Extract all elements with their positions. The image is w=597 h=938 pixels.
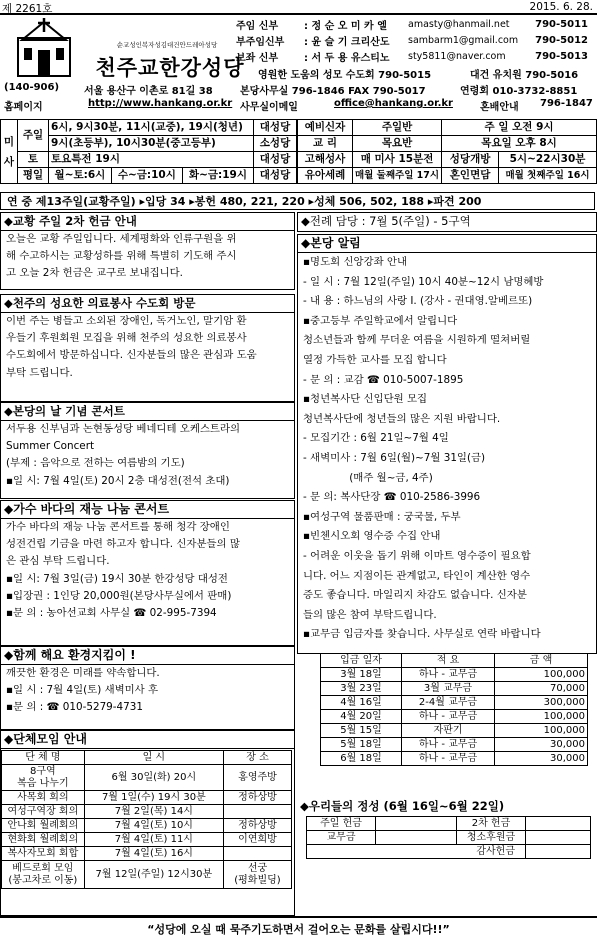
- deposit-date: 3월 23일: [321, 682, 402, 696]
- meeting-name: 여성구역장 회의: [2, 805, 85, 819]
- sacrament-cell: 유아세례: [298, 168, 353, 184]
- clergy-row: [234, 32, 590, 48]
- text-line: ▪교무금 입금자를 찾습니다. 사무실로 연락 바랍니다: [303, 628, 541, 641]
- footer-rule: [0, 916, 597, 918]
- sacrament-cell: 매월 둘째주일 17시: [353, 168, 442, 184]
- meeting-name: 현화회 월례회의: [2, 833, 85, 847]
- text-line: ▪중고등부 주일학교에서 알립니다: [303, 314, 458, 327]
- text-line: 가수 바다의 재능 나눔 콘서트를 통해 청각 장애인: [6, 521, 230, 533]
- weekday-place: 대성당: [254, 168, 297, 184]
- text-line: ▪일 시: 7월 4일(토) 20시 2층 대성전(전석 초대): [6, 474, 230, 487]
- office-email-link[interactable]: office@hankang.or.kr: [334, 98, 453, 109]
- meetings-table: [1, 750, 292, 889]
- sacrament-cell: 목요일 오후 8시: [442, 136, 597, 152]
- text-line: (부제 : 음악으로 전하는 여름밤의 기도): [6, 457, 185, 470]
- clergy-name: : 서 두 용 유스티노: [304, 52, 390, 64]
- clergy-name: : 윤 슬 기 크리산도: [304, 36, 390, 48]
- deposit-row: [321, 710, 588, 724]
- clergy-role: 주임 신부: [236, 20, 279, 32]
- deposit-amount: 30,000: [495, 738, 588, 752]
- liturgy-readings: 연 중 제13주일(교황주일) ▸입당 34 ▸봉헌 480, 221, 220 ▸성체 506, 502, 188 ▸파견 200: [0, 192, 595, 210]
- section-title: ◆가수 바다의 재능 나눔 콘서트: [1, 501, 294, 519]
- meetings-row: [2, 819, 292, 833]
- deposit-desc: 하나 - 교무금: [402, 668, 495, 682]
- meetings-row: [2, 847, 292, 861]
- deposit-row: [321, 724, 588, 738]
- section-title: ◆본당의 날 기념 콘서트: [1, 403, 294, 421]
- offering-label: 감사헌금: [307, 845, 526, 859]
- text-line: ▪일 시: 7월 3일(금) 19시 30분 한강성당 대성전: [6, 572, 228, 585]
- meetings-header-cell: 단 체 명: [2, 751, 85, 765]
- clergy-contacts: [234, 16, 594, 64]
- meetings-row: [2, 791, 292, 805]
- text-line: - 문 의: 복사단장 ☎ 010-2586-3996: [303, 491, 481, 504]
- text-line: - 내 용 : 하느님의 사랑 I. (강사 - 권대영.알베르또): [303, 295, 533, 308]
- mass-schedule: [0, 119, 297, 184]
- deposits-header-cell: 입금 일자: [321, 654, 402, 668]
- deposit-amount: 70,000: [495, 682, 588, 696]
- meeting-time: 7월 4일(토) 16시: [84, 847, 223, 861]
- text-line: ▪명도회 신앙강좌 안내: [303, 256, 407, 268]
- clergy-email[interactable]: sambarm1@gmail.com: [408, 34, 519, 46]
- sacrament-cell: 목요반: [353, 136, 442, 152]
- meeting-place: 홍영주방: [223, 765, 291, 791]
- marriage-phone: 796-1847: [540, 98, 593, 109]
- counsel-phone: 연령회 010-3732-8851: [460, 86, 578, 97]
- section-bada-concert: [0, 500, 295, 646]
- mass-side-1: 미: [3, 135, 15, 148]
- text-line: 은 관심 부탁 드립니다.: [6, 555, 110, 568]
- offering-label: 교무금: [307, 831, 376, 845]
- sacrament-table: [297, 119, 597, 184]
- mass-row: [1, 168, 297, 184]
- text-line: 들의 많은 참여 부탁드립니다.: [303, 608, 437, 621]
- offering-value: [526, 845, 591, 859]
- meetings-row: [2, 861, 292, 889]
- text-line: 서두용 신부님과 논현동성당 베네디테 오케스트라의: [6, 423, 241, 435]
- offering-label: 청소후원금: [457, 831, 526, 845]
- section-concert: [0, 402, 295, 499]
- meetings-row: [2, 833, 292, 847]
- deposit-amount: 30,000: [495, 752, 588, 766]
- meeting-time: 7월 2일(목) 14시: [84, 805, 223, 819]
- text-line: ▪입장권 : 1인당 20,000원(본당사무실에서 판매): [6, 589, 232, 602]
- deposit-row: [321, 668, 588, 682]
- issue-date: 2015. 6. 28.: [529, 1, 593, 13]
- meetings-header-cell: 일 시: [84, 751, 223, 765]
- section-body: [1, 665, 294, 717]
- meeting-name: 안나회 월례회의: [2, 819, 85, 833]
- section-parish-notices: [297, 234, 597, 654]
- text-line: ▪문 의 : 농아선교회 사무실 ☎ 02-995-7394: [6, 607, 217, 620]
- deposits-header-cell: 금 액: [495, 654, 588, 668]
- homepage-link[interactable]: http://www.hankang.or.kr: [88, 98, 233, 109]
- mass-table: [0, 119, 297, 184]
- text-line: 고 오늘 2차 헌금은 교구로 보내집니다.: [6, 267, 183, 280]
- weekday-label: 평일: [18, 168, 49, 184]
- text-line: 이번 주는 병들고 소외된 장애인, 독거노인, 말기암 환: [6, 315, 247, 327]
- mass-side-2: 사: [3, 155, 15, 168]
- text-line: - 새벽미사 : 7월 6일(월)~7월 31일(금): [303, 451, 486, 464]
- offering-row: [307, 817, 591, 831]
- sacrament-cell: 성당개방: [442, 152, 499, 168]
- kindergarten-info: 대건 유치원 790-5016: [470, 70, 579, 81]
- convent-info: 영원한 도움의 성모 수도회 790-5015: [258, 70, 432, 81]
- meeting-place: [223, 805, 291, 819]
- sacrament-cell: 매월 첫째주일 16시: [499, 168, 597, 184]
- deposit-date: 3월 18일: [321, 668, 402, 682]
- text-line: - 모집기간 : 6월 21일~7월 4일: [303, 432, 449, 445]
- text-line: 청소년들과 함께 무더운 여름을 시원하게 떨쳐버릴: [303, 334, 531, 347]
- meeting-place: [223, 847, 291, 861]
- meetings-row: [2, 765, 292, 791]
- text-line: 오늘은 교황 주일입니다. 세계평화와 인류구원을 위: [6, 233, 237, 245]
- text-line: ▪문 의 : ☎ 010-5279-4731: [6, 701, 143, 714]
- section-title: ◆교황 주일 2차 헌금 안내: [1, 213, 294, 231]
- section-body: [1, 421, 294, 490]
- offering-label: 주일 헌금: [307, 817, 376, 831]
- sunday-times: 9시(초등부), 10시30분(중고등부): [49, 136, 254, 152]
- deposit-desc: 하나 - 교무금: [402, 710, 495, 724]
- text-line: 깨끗한 환경은 미래를 약속합니다.: [6, 667, 160, 679]
- meeting-place: 이연희방: [223, 833, 291, 847]
- deposit-desc: 하나 - 교무금: [402, 738, 495, 752]
- sacrament-cell: 고해성사: [298, 152, 353, 168]
- meeting-time: 7월 4일(토) 11시: [84, 833, 223, 847]
- deposits-table: [320, 653, 588, 766]
- text-line: 청년복사단에 청년들의 많은 지원 바랍니다.: [303, 412, 501, 425]
- clergy-row: [234, 16, 590, 32]
- footer-message: “성당에 오실 때 묵주기도하면서 걸어오는 문화를 살립시다!!”: [147, 923, 450, 936]
- sunday-label: 주일: [18, 120, 49, 152]
- offering-value: [376, 817, 457, 831]
- section-liturgy-duty: [297, 212, 597, 232]
- deposit-desc: 3월 교무금: [402, 682, 495, 696]
- section-title: ◆전례 담당 : 7월 5(주일) - 5구역: [301, 214, 471, 228]
- sacrament-cell: 매 미사 15분전: [353, 152, 442, 168]
- meeting-name: 8구역 복음 나누기: [2, 765, 85, 791]
- saturday-label: 토: [18, 152, 49, 168]
- text-line: 부탁 드립니다.: [6, 366, 73, 379]
- offering-row: [307, 831, 591, 845]
- homepage-label: 홈페이지: [4, 102, 43, 113]
- deposit-desc: 2-4월 교무금: [402, 696, 495, 710]
- text-line: (매주 월~금, 4주): [303, 471, 433, 484]
- church-logo: [14, 18, 74, 78]
- offering-row: [307, 845, 591, 859]
- text-line: ▪일 시 : 7월 4일(토) 새벽미사 후: [6, 684, 159, 697]
- sacrament-schedule: [297, 119, 597, 184]
- clergy-row: [234, 48, 590, 64]
- deposit-amount: 100,000: [495, 668, 588, 682]
- meeting-name: 베드로회 모임 (봉고차로 이동): [2, 861, 85, 889]
- meetings-row: [2, 805, 292, 819]
- deposit-row: [321, 738, 588, 752]
- church-subtitle: 순교성인복자성김대건안드레아성당: [116, 41, 218, 49]
- offering-value: [526, 831, 591, 845]
- meeting-place: 정하상방: [223, 791, 291, 805]
- sunday-times: 6시, 9시30분, 11시(교중), 19시(청년): [49, 120, 254, 136]
- clergy-email[interactable]: amasty@hanmail.net: [408, 18, 510, 30]
- text-line: 성전건립 기금을 마련 하고자 합니다. 신자분들의 많: [6, 538, 240, 551]
- deposit-row: [321, 696, 588, 710]
- deposits-header: [321, 654, 588, 668]
- text-line: 증도 좋습니다. 마일리지 차감도 없습니다. 신자분: [303, 589, 527, 602]
- mass-row: [1, 152, 297, 168]
- sacrament-cell: 교 리: [298, 136, 353, 152]
- sacrament-cell: 5시~22시30분: [499, 152, 597, 168]
- meeting-place: 정하상방: [223, 819, 291, 833]
- section-body: [298, 253, 596, 645]
- section-environment: [0, 646, 295, 730]
- deposit-date: 4월 20일: [321, 710, 402, 724]
- office-email-label: 사무실이메일: [240, 102, 298, 113]
- text-line: 수도회에서 방문하십니다. 신자분들의 많은 관심과 도움: [6, 349, 257, 362]
- office-phone: 본당사무실 796-1846 FAX 790-5017: [240, 86, 426, 97]
- meetings-header-cell: 장 소: [223, 751, 291, 765]
- section-body: [1, 231, 294, 283]
- section-title: ◆천주의 성요한 의료봉사 수도회 방문: [1, 295, 294, 313]
- section-body: [1, 313, 294, 382]
- deposit-date: 4월 16일: [321, 696, 402, 710]
- section-pope-sunday: [0, 212, 295, 290]
- meetings-header: [2, 751, 292, 765]
- sacrament-row: [298, 152, 597, 168]
- address: 서울 용산구 이촌로 81길 38: [84, 86, 213, 97]
- meeting-name: 사목회 회의: [2, 791, 85, 805]
- section-title: ◆함께 해요 환경지킴이 !: [1, 647, 294, 665]
- text-line: 니다. 어느 지점이든 관계없고, 타인이 계산한 영수: [303, 569, 531, 582]
- sacrament-cell: 주일반: [353, 120, 442, 136]
- text-line: - 일 시 : 7월 12일(주일) 10시 40분~12시 남명혜방: [303, 275, 544, 288]
- deposit-amount: 300,000: [495, 696, 588, 710]
- clergy-phone: 790-5012: [535, 34, 588, 46]
- sacrament-row: [298, 120, 597, 136]
- weekday-cell: 화~금:19시: [182, 168, 253, 184]
- deposit-amount: 100,000: [495, 710, 588, 724]
- deposit-date: 6월 18일: [321, 752, 402, 766]
- text-line: Summer Concert: [6, 440, 95, 453]
- text-line: - 어려운 이웃을 돕기 위해 이마트 영수증이 필요합: [303, 549, 531, 562]
- deposit-date: 5월 18일: [321, 738, 402, 752]
- section-title: ◆단체모임 안내: [1, 731, 294, 749]
- sunday-place: 소성당: [254, 136, 297, 152]
- sacrament-row: [298, 168, 597, 184]
- offering-label: 2차 헌금: [457, 817, 526, 831]
- text-line: 우들기 후원회원 모집을 위해 천주의 성요한 의료봉사: [6, 332, 247, 345]
- clergy-role: 보좌 신부: [236, 52, 279, 64]
- section-body: [1, 519, 294, 622]
- saturday-place: 대성당: [254, 152, 297, 168]
- text-line: - 문 의 : 교감 ☎ 010-5007-1895: [303, 373, 464, 386]
- sacrament-cell: 예비신자: [298, 120, 353, 136]
- clergy-phone: 790-5011: [535, 18, 588, 30]
- offerings-table: [306, 816, 591, 859]
- mass-row: [1, 120, 297, 136]
- sacrament-cell: 주 일 오전 9시: [442, 120, 597, 136]
- weekday-cell: 월~토:6시: [49, 168, 112, 184]
- issue-number: 제 2261호: [2, 3, 53, 15]
- meeting-place: 선궁 (평화빌딩): [223, 861, 291, 889]
- offering-value: [526, 817, 591, 831]
- text-line: ▪여성구역 물품판매 : 궁국물, 두부: [303, 510, 461, 523]
- offerings-title: ◆우리들의 정성 (6월 16일~6월 22일): [300, 799, 505, 813]
- sunday-place: 대성당: [254, 120, 297, 136]
- postal-code: (140-906): [4, 82, 60, 93]
- deposit-amount: 100,000: [495, 724, 588, 738]
- weekday-cell: 수~금:10시: [111, 168, 182, 184]
- deposit-date: 5월 15일: [321, 724, 402, 738]
- mass-side-label: [1, 120, 18, 184]
- text-line: 해 수고하시는 교황성하를 위해 특별히 기도해 주시: [6, 250, 237, 263]
- deposit-desc: 하나 - 교무금: [402, 752, 495, 766]
- deposit-desc: 자판기: [402, 724, 495, 738]
- meeting-time: 6월 30일(화) 20시: [84, 765, 223, 791]
- sacrament-cell: 혼인면담: [442, 168, 499, 184]
- marriage-label: 혼배안내: [480, 102, 519, 113]
- clergy-name: : 정 순 오 미 카 엘: [304, 20, 387, 32]
- church-name: 천주교한강성당: [95, 56, 245, 80]
- text-line: 열정 가득한 교사를 모집 합니다: [303, 353, 447, 366]
- section-group-meetings: [0, 730, 295, 916]
- section-title: ◆본당 알림: [298, 235, 596, 253]
- sacrament-row: [298, 136, 597, 152]
- deposit-row: [321, 682, 588, 696]
- meeting-time: 7월 4일(토) 10시: [84, 819, 223, 833]
- deposits-table-wrap: [320, 653, 588, 766]
- clergy-role: 부주임신부: [236, 36, 285, 48]
- saturday-times: 토요특전 19시: [49, 152, 254, 168]
- section-medical-service: [0, 294, 295, 402]
- text-line: ▪청년복사단 신입단원 모집: [303, 393, 428, 406]
- offering-value: [376, 831, 457, 845]
- deposits-header-cell: 적 요: [402, 654, 495, 668]
- offerings-table-wrap: [306, 816, 591, 859]
- clergy-email[interactable]: sty5811@naver.com: [408, 50, 506, 62]
- clergy-phone: 790-5013: [535, 50, 588, 62]
- text-line: ▪빈첸시오회 영수증 수집 안내: [303, 530, 441, 543]
- clergy-table: [234, 16, 590, 64]
- deposit-row: [321, 752, 588, 766]
- meeting-time: 7월 12일(주일) 12시30분: [84, 861, 223, 889]
- meeting-name: 복사자모회 회합: [2, 847, 85, 861]
- meeting-time: 7월 1일(수) 19시 30분: [84, 791, 223, 805]
- header-top-rule: [0, 13, 597, 15]
